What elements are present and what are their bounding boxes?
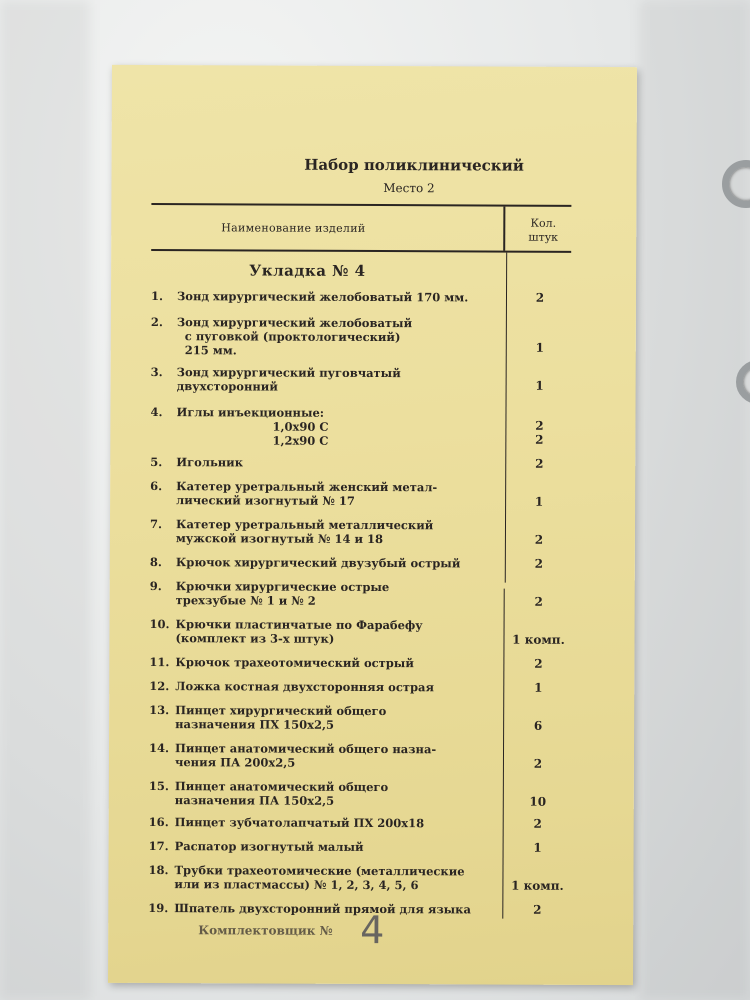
list-item [149, 741, 509, 771]
item-quantity: 2 [535, 290, 545, 305]
item-number: 11. [149, 655, 170, 670]
list-item [150, 479, 510, 509]
list-item [151, 315, 511, 359]
list-item [149, 703, 509, 733]
page-title: Набор поликлинический [304, 155, 524, 175]
list-item [149, 679, 509, 695]
item-number: 10. [149, 617, 170, 632]
fabric-fold [640, 0, 750, 1000]
item-number: 6. [150, 479, 163, 494]
list-item [150, 579, 510, 609]
item-name: Распатор изогнутый малый [174, 839, 364, 854]
item-quantity: 1 [534, 494, 544, 509]
item-name: Зонд хирургический желобоватый 170 мм. [176, 289, 469, 305]
item-name: Крючки хирургические острые трехзубые № 1 и № 2 [175, 579, 390, 608]
fabric-fold [0, 0, 90, 1000]
item-name: Крючки пластинчатые по Фарабефу (комплект из 3-х штук) [175, 617, 423, 646]
item-name: Зонд хирургический желобоватый с пуговкой (проктологический) 215 мм. [176, 315, 413, 358]
item-name: Пинцет анатомический общего назначения ПА 150х2,5 [174, 779, 389, 808]
item-number: 8. [149, 555, 162, 570]
item-quantity: 2 [533, 902, 542, 917]
column-header-qty: Кол. штук [528, 216, 559, 244]
item-quantity: 6 [533, 718, 543, 733]
item-quantity: 1 [535, 378, 544, 393]
item-name: Катетер уретральный металлический мужской изогнутый № 14 и 18 [175, 517, 434, 547]
item-name: Игольник [176, 455, 244, 470]
list-item [150, 555, 510, 571]
item-name: Крючок трахеотомический острый [175, 655, 414, 671]
item-name: Ложка костная двухсторонняя острая [175, 679, 435, 695]
list-item [150, 405, 510, 449]
list-item [149, 779, 509, 809]
list-item [149, 655, 509, 671]
item-quantity: 2 [534, 556, 544, 571]
section-heading: Укладка № 4 [249, 261, 366, 280]
item-name: Зонд хирургический пуговчатый двухсторонний [176, 365, 401, 394]
item-number: 19. [148, 901, 169, 916]
handwritten-number: 4 [360, 907, 385, 953]
list-item [149, 839, 509, 855]
item-number: 9. [149, 579, 162, 594]
item-quantity: 1 комп. [511, 878, 564, 893]
item-quantity: 2 [534, 532, 544, 547]
item-quantity: 1 [535, 340, 544, 355]
item-quantity: 10 [529, 794, 547, 809]
item-quantity: 1 [534, 680, 543, 695]
list-item [150, 455, 510, 471]
item-name: Трубки трахеотомические (металлические или из пластмассы) № 1, 2, 3, 4, 5, 6 [174, 863, 465, 893]
item-number: 17. [148, 839, 169, 854]
item-name: Пинцет зубчатолапчатый ПХ 200х18 [174, 815, 425, 831]
item-number: 4. [150, 405, 163, 420]
item-number: 18. [148, 863, 169, 878]
item-name: Иглы инъекционные: 1,0х90 С 1,2х90 С [176, 405, 329, 448]
page-subtitle: Место 2 [383, 181, 435, 196]
item-name: Катетер уретральный женский метал- лический изогнутый № 17 [176, 479, 438, 508]
list-item [151, 289, 511, 305]
item-number: 1. [150, 289, 164, 304]
item-quantity: 2 [533, 756, 543, 771]
list-item [151, 365, 511, 395]
item-number: 12. [149, 679, 170, 694]
column-header-name: Наименование изделий [221, 221, 366, 235]
item-number: 13. [149, 703, 170, 718]
item-number: 14. [148, 741, 170, 756]
header-rule-top [151, 203, 571, 207]
item-name: Пинцет хирургический общего назначения ПХ 150х2,5 [175, 703, 387, 732]
item-quantity: 1 [533, 840, 542, 855]
list-item [148, 863, 508, 893]
item-name: Пинцет анатомический общего назна- чения ПА 200х2,5 [174, 741, 437, 770]
list-item [150, 517, 510, 547]
header-rule-bottom [151, 249, 571, 253]
item-quantity: 2 2 [535, 418, 544, 447]
item-number: 5. [150, 455, 163, 470]
item-number: 15. [148, 779, 169, 794]
item-number: 16. [148, 815, 169, 830]
list-item [148, 901, 508, 917]
item-quantity: 2 [533, 816, 542, 831]
item-name: Крючок хирургический двузубый острый [175, 555, 461, 571]
packer-stamp: Комплектовщик № [198, 923, 333, 938]
header-divider [503, 207, 505, 251]
list-item [149, 617, 509, 647]
item-number: 7. [149, 517, 163, 532]
instrument-list-sheet [108, 65, 637, 985]
item-quantity: 1 комп. [512, 632, 565, 647]
item-quantity: 2 [534, 594, 543, 609]
item-number: 3. [150, 365, 163, 380]
item-name: Шпатель двухсторонний прямой для языка [174, 901, 471, 917]
item-number: 2. [150, 315, 163, 330]
list-item [149, 815, 509, 831]
item-quantity: 2 [534, 656, 543, 671]
item-quantity: 2 [535, 456, 544, 471]
